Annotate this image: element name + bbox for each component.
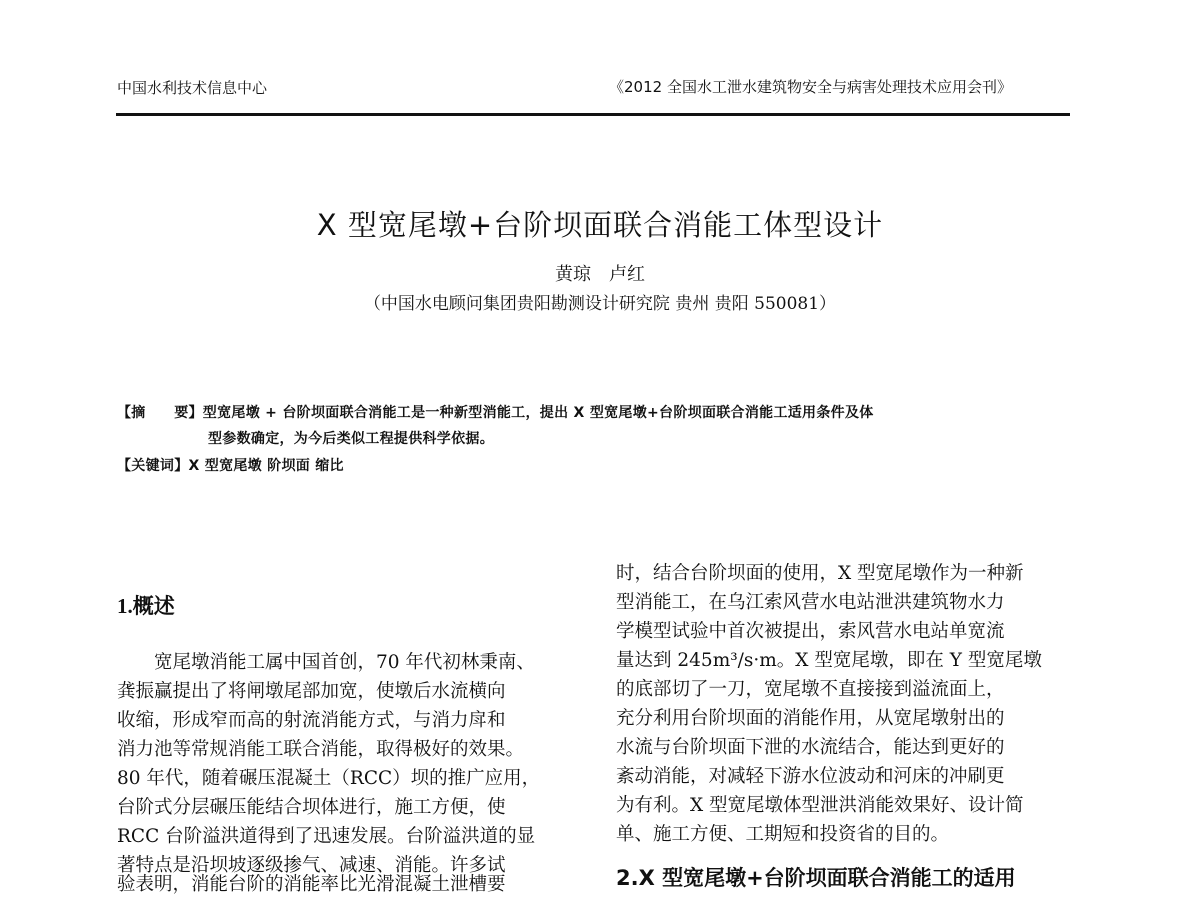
- body-line: 为有利。X 型宽尾墩体型泄洪消能效果好、设计简: [616, 795, 1024, 816]
- body-line: 学模型试验中首次被提出，索风营水电站单宽流: [616, 621, 1005, 642]
- running-header-right: 《2012 全国水工泄水建筑物安全与病害处理技术应用会刊》: [609, 78, 1012, 96]
- body-line: 消力池等常规消能工联合消能，取得极好的效果。: [117, 739, 525, 760]
- body-line: 台阶式分层碾压能结合坝体进行，施工方便，使: [117, 797, 506, 818]
- paper-authors: 黄琼 卢红: [555, 264, 645, 285]
- body-line: 龚振赢提出了将闸墩尾部加宽，使墩后水流横向: [117, 681, 506, 702]
- running-header-left: 中国水利技术信息中心: [117, 79, 268, 97]
- abstract-line: 【摘 要】型宽尾墩 + 台阶坝面联合消能工是一种新型消能工，提出 X 型宽尾墩+台阶坝面联合消能工适用条件及体: [117, 405, 874, 421]
- keywords-line: 【关键词】X 型宽尾墩 阶坝面 缩比: [117, 458, 344, 474]
- body-line: 时，结合台阶坝面的使用，X 型宽尾墩作为一种新: [616, 563, 1024, 584]
- body-line: 宽尾墩消能工属中国首创，70 年代初林秉南、: [117, 652, 535, 673]
- body-line: 紊动消能，对减轻下游水位波动和河床的冲刷更: [616, 766, 1005, 787]
- body-line: 单、施工方便、工期短和投资省的目的。: [616, 824, 950, 845]
- body-line: RCC 台阶溢洪道得到了迅速发展。台阶溢洪道的显: [117, 826, 536, 847]
- body-line: 水流与台阶坝面下泄的水流结合，能达到更好的: [616, 737, 1005, 758]
- paper-affiliation: （中国水电顾问集团贵阳勘测设计研究院 贵州 贵阳 550081）: [363, 294, 837, 314]
- body-line: 量达到 245m³/s·m。X 型宽尾墩，即在 Y 型宽尾墩: [616, 650, 1042, 671]
- body-line: 收缩，形成窄而高的射流消能方式，与消力戽和: [117, 710, 506, 731]
- section-heading: 1.概述: [117, 594, 175, 618]
- header-rule: [116, 113, 1070, 116]
- abstract-line: 型参数确定，为今后类似工程提供科学依据。: [208, 431, 494, 447]
- body-line: 充分利用台阶坝面的消能作用，从宽尾墩射出的: [616, 708, 1005, 729]
- body-line: 80 年代，随着碾压混凝土（RCC）坝的推广应用，: [117, 768, 541, 789]
- body-line: 型消能工，在乌江索风营水电站泄洪建筑物水力: [616, 592, 1005, 613]
- section-heading: 2.X 型宽尾墩+台阶坝面联合消能工的适用: [616, 866, 1016, 890]
- body-line: 的底部切了一刀，宽尾墩不直接接到溢流面上，: [616, 679, 1005, 700]
- body-line: 著特点是沿坝坡逐级掺气、减速、消能。许多试: [117, 855, 506, 876]
- paper-title: X 型宽尾墩+台阶坝面联合消能工体型设计: [316, 208, 884, 242]
- body-line: 验表明，消能台阶的消能率比光滑混凝土泄槽要: [117, 874, 506, 895]
